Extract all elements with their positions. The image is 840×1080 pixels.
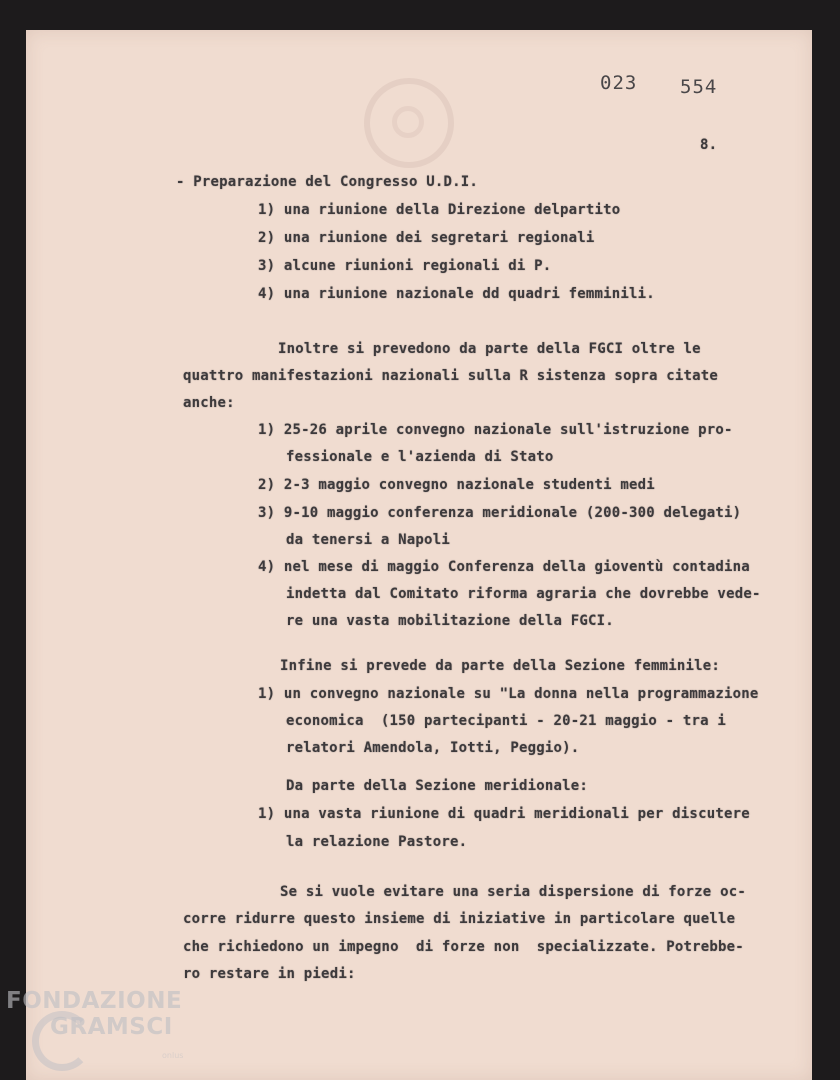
list-item: 1) una vasta riunione di quadri meridionali per discutere: [258, 806, 750, 822]
archive-series-number: 023: [600, 72, 638, 94]
section-heading: - Preparazione del Congresso U.D.I.: [176, 174, 479, 190]
list-item-continuation: da tenersi a Napoli: [286, 532, 450, 548]
paragraph-line: anche:: [183, 395, 235, 411]
list-item: 2) 2-3 maggio convegno nazionale studenti medi: [258, 477, 655, 493]
list-item: 1) un convegno nazionale su "La donna nella programmazione: [258, 686, 759, 702]
paragraph-line: Inoltre si prevedono da parte della FGCI oltre le: [278, 341, 701, 357]
list-item-continuation: indetta dal Comitato riforma agraria che dovrebbe vede-: [286, 586, 761, 602]
list-item-continuation: la relazione Pastore.: [286, 834, 468, 850]
list-item: 1) una riunione della Direzione delpartito: [258, 202, 621, 218]
list-item: 2) una riunione dei segretari regionali: [258, 230, 595, 246]
paragraph-line: che richiedono un impegno di forze non specializzate. Potrebbe-: [183, 939, 744, 955]
paragraph-line: quattro manifestazioni nazionali sulla R sistenza sopra citate: [183, 368, 718, 384]
watermark-line-2: GRAMSCI: [50, 1014, 173, 1040]
list-item-continuation: fessionale e l'azienda di Stato: [286, 449, 554, 465]
paragraph-line: ro restare in piedi:: [183, 966, 356, 982]
fondazione-gramsci-watermark: [6, 987, 216, 1077]
list-item: 4) una riunione nazionale dd quadri femminili.: [258, 286, 655, 302]
list-item: 1) 25-26 aprile convegno nazionale sull'istruzione pro-: [258, 422, 733, 438]
paragraph-line: corre ridurre questo insieme di iniziative in particolare quelle: [183, 911, 736, 927]
list-item: 4) nel mese di maggio Conferenza della gioventù contadina: [258, 559, 750, 575]
embossed-seal-mark: [364, 78, 454, 168]
paragraph-line: Da parte della Sezione meridionale:: [286, 778, 589, 794]
paragraph-line: Infine si prevede da parte della Sezione femminile:: [280, 658, 721, 674]
archive-item-number: 554: [680, 76, 718, 98]
watermark-line-1: FONDAZIONE: [6, 988, 183, 1014]
page-number: 8.: [700, 137, 718, 153]
list-item-continuation: re una vasta mobilitazione della FGCI.: [286, 613, 614, 629]
paragraph-line: Se si vuole evitare una seria dispersione di forze oc-: [280, 884, 746, 900]
document-page: [26, 30, 812, 1080]
watermark-onlus: onlus: [162, 1051, 184, 1060]
list-item-continuation: economica (150 partecipanti - 20-21 maggio - tra i: [286, 713, 727, 729]
list-item-continuation: relatori Amendola, Iotti, Peggio).: [286, 740, 580, 756]
list-item: 3) 9-10 maggio conferenza meridionale (200-300 delegati): [258, 505, 742, 521]
list-item: 3) alcune riunioni regionali di P.: [258, 258, 552, 274]
